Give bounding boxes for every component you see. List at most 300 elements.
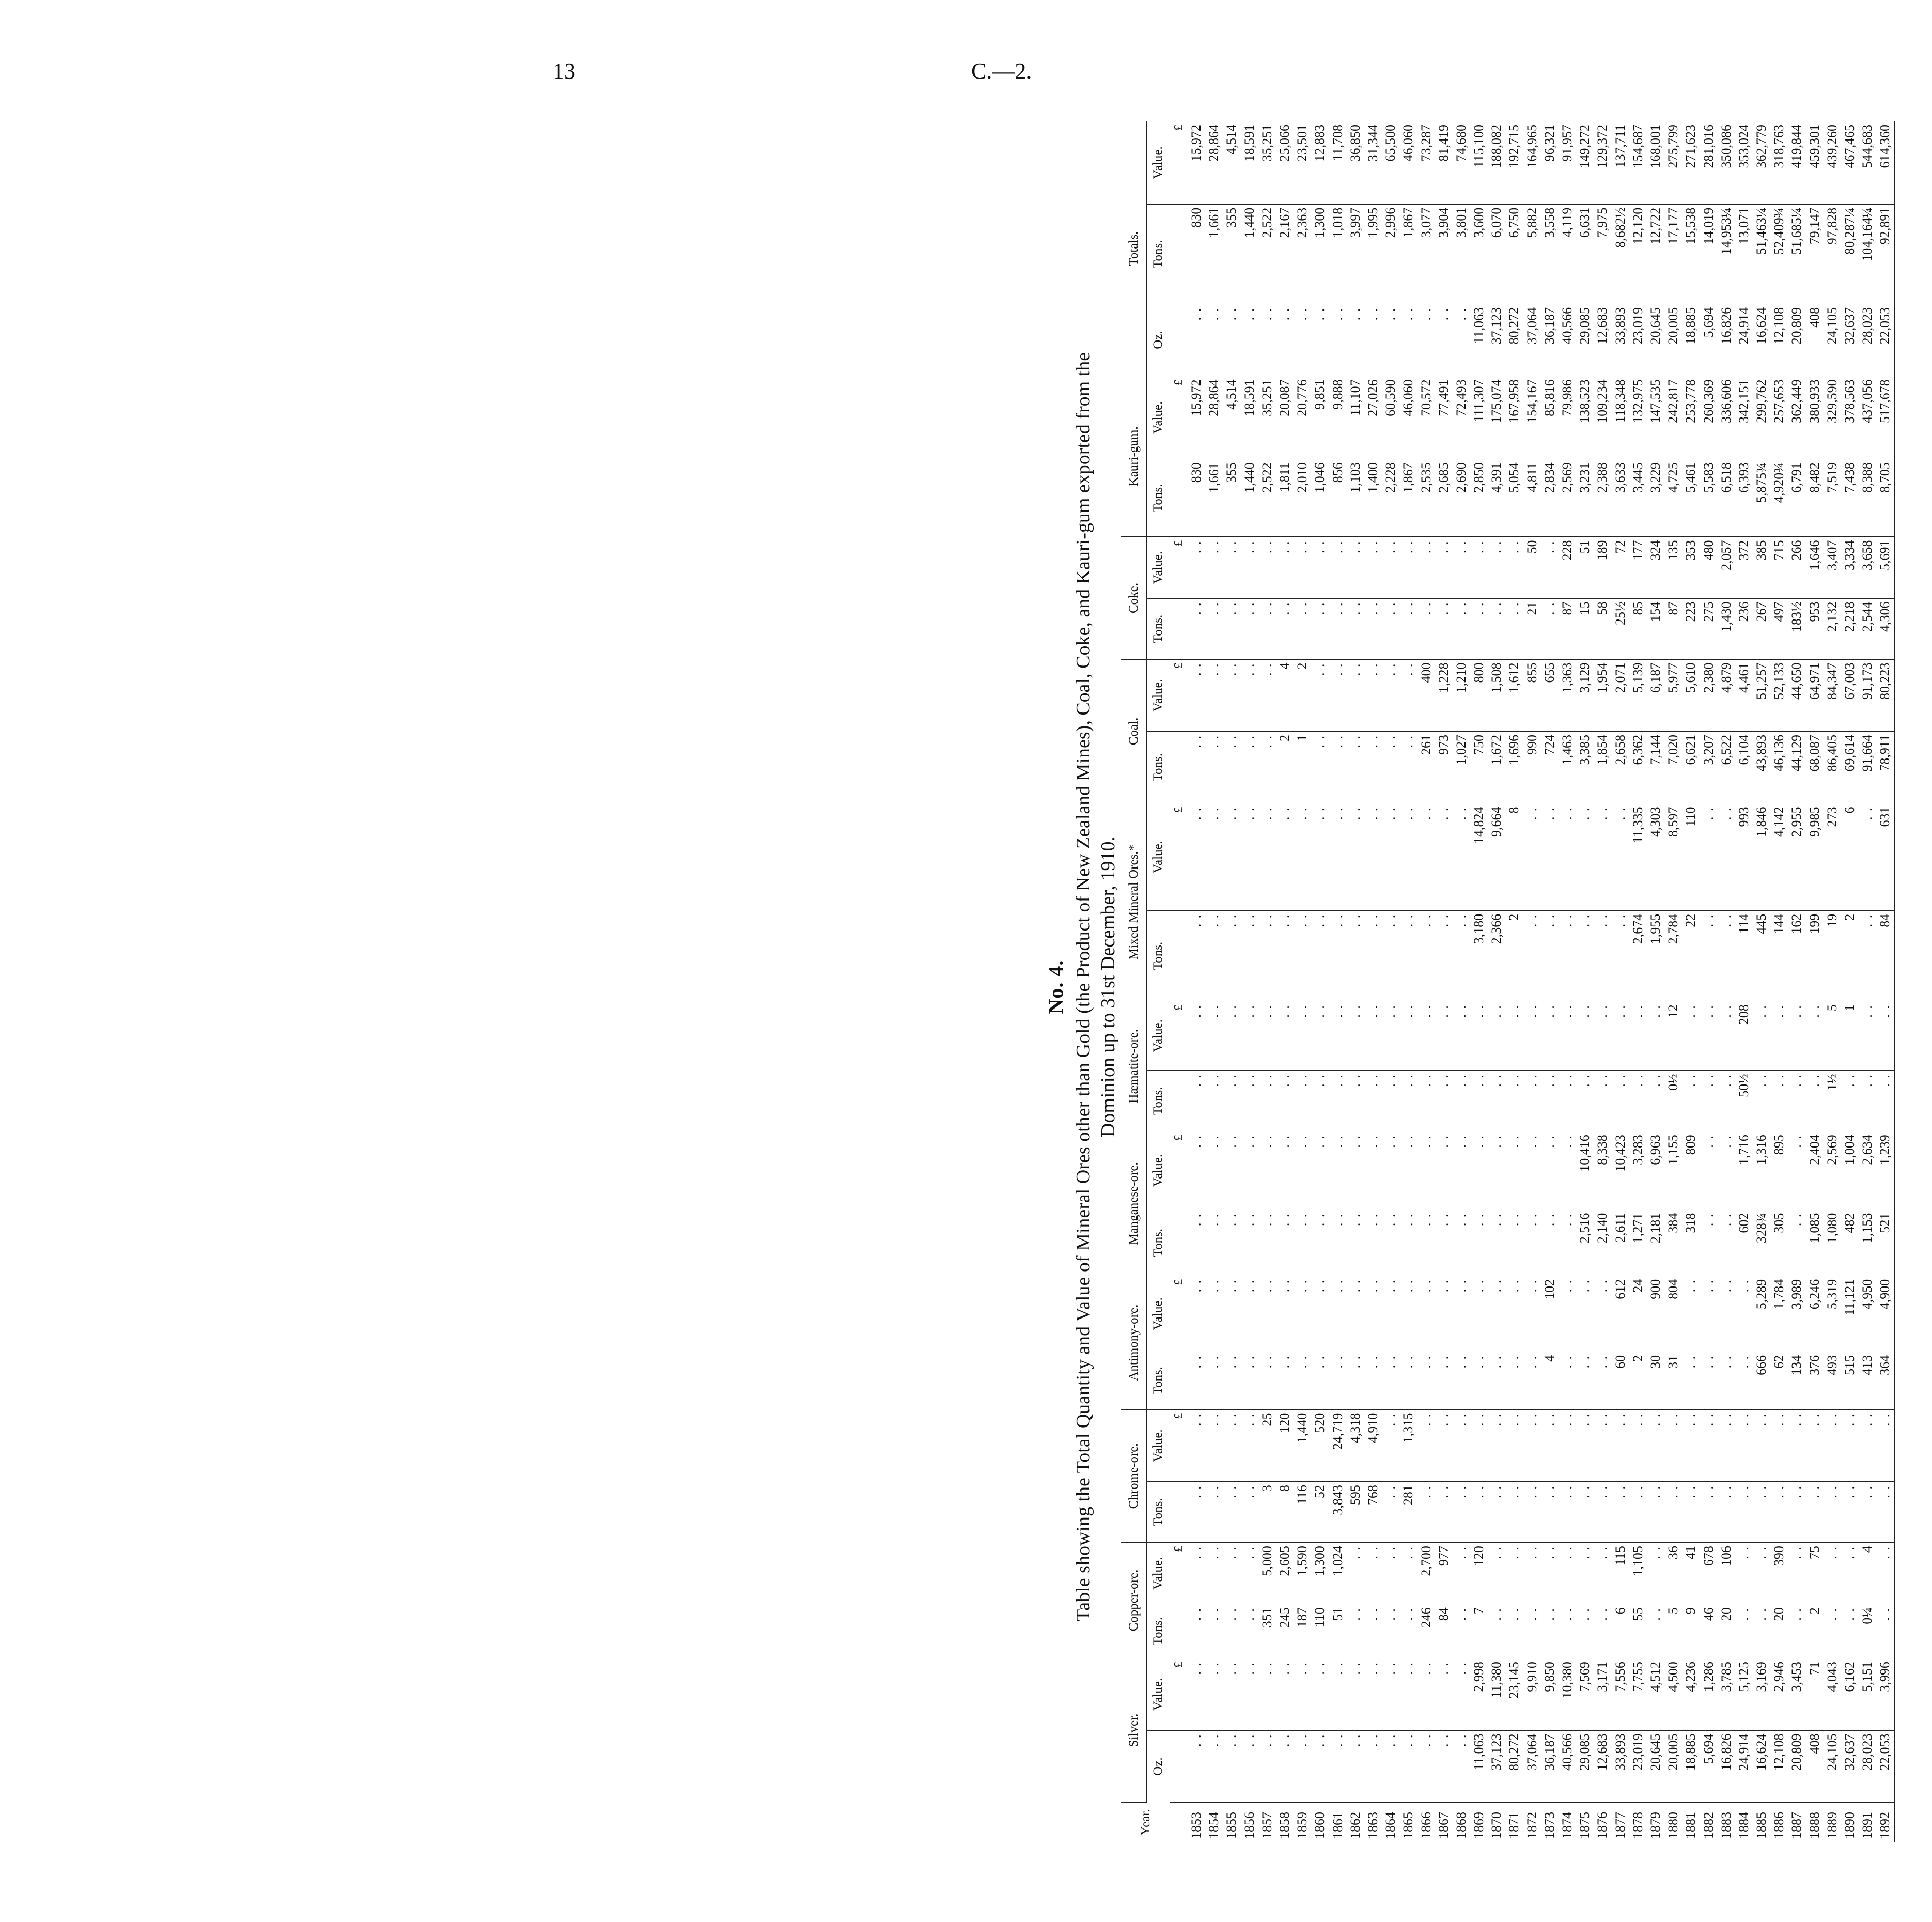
table-cell: 137,711 bbox=[1612, 121, 1629, 204]
table-cell: . . bbox=[1505, 1132, 1523, 1210]
table-cell: . . bbox=[1488, 1276, 1505, 1352]
table-cell: . . bbox=[1205, 1001, 1223, 1071]
table-cell: 51 bbox=[1576, 537, 1594, 598]
table-cell: . . bbox=[1382, 1604, 1399, 1659]
table-cell: 4,879 bbox=[1718, 659, 1735, 731]
table-cell: 1,612 bbox=[1505, 659, 1523, 731]
table-cell: . . bbox=[1435, 1409, 1453, 1481]
table-cell: . . bbox=[1382, 1001, 1399, 1071]
table-cell: 1,004 bbox=[1841, 1132, 1859, 1210]
year-cell: 1892 bbox=[1877, 1812, 1893, 1839]
table-cell: . . bbox=[1435, 803, 1453, 910]
table-cell: 1½ bbox=[1824, 1071, 1841, 1132]
table-cell: 23,019 bbox=[1629, 1730, 1647, 1802]
table-cell: . . bbox=[1594, 1352, 1611, 1409]
table-cell: 809 bbox=[1682, 1132, 1700, 1210]
table-cell: 612 bbox=[1612, 1276, 1629, 1352]
table-cell: . . bbox=[1576, 910, 1594, 1001]
table-cell: 14,019 bbox=[1700, 204, 1717, 304]
unit-cell bbox=[1170, 1071, 1188, 1132]
table-cell: 631 bbox=[1876, 803, 1894, 910]
table-cell: 1,430 bbox=[1718, 598, 1735, 659]
table-cell: . . bbox=[1329, 304, 1347, 376]
table-cell: 11,380 bbox=[1488, 1659, 1505, 1730]
table-cell: 6,518 bbox=[1718, 459, 1735, 537]
table-cell: . . bbox=[1364, 1071, 1382, 1132]
table-cell: 724 bbox=[1541, 732, 1559, 803]
table-cell: . . bbox=[1417, 1001, 1435, 1071]
table-cell: 24,914 bbox=[1735, 304, 1753, 376]
table-cell: . . bbox=[1788, 1409, 1805, 1481]
table-cell: 36,187 bbox=[1541, 1730, 1559, 1802]
table-cell: . . bbox=[1223, 1730, 1240, 1802]
table-cell: . . bbox=[1735, 1409, 1753, 1481]
table-cell: 3,407 bbox=[1824, 537, 1841, 598]
table-cell: 378,563 bbox=[1841, 376, 1859, 459]
table-cell: . . bbox=[1876, 1543, 1894, 1604]
table-cell: 1,239 bbox=[1876, 1132, 1894, 1210]
table-cell: 154,687 bbox=[1629, 121, 1647, 204]
table-cell: 3,385 bbox=[1576, 732, 1594, 803]
table-cell: . . bbox=[1241, 537, 1258, 598]
table-cell: 655 bbox=[1541, 659, 1559, 731]
table-cell: . . bbox=[1294, 1352, 1311, 1409]
table-cell: 0½ bbox=[1664, 1071, 1682, 1132]
group-header: Copper-ore. bbox=[1121, 1543, 1147, 1659]
table-cell: 18,885 bbox=[1682, 304, 1700, 376]
year-cell: 1886 bbox=[1771, 1812, 1787, 1839]
year-cell: 1860 bbox=[1312, 1812, 1328, 1839]
table-cell: 36,187 bbox=[1541, 304, 1559, 376]
table-cell: 20,645 bbox=[1647, 304, 1664, 376]
table-cell: . . bbox=[1824, 1604, 1841, 1659]
year-cell: 1865 bbox=[1400, 1812, 1416, 1839]
table-cell: 24,105 bbox=[1824, 304, 1841, 376]
table-cell: . . bbox=[1700, 910, 1717, 1001]
table-cell: . . bbox=[1859, 1409, 1876, 1481]
table-cell: . . bbox=[1788, 1210, 1805, 1276]
table-row bbox=[1541, 121, 1559, 1842]
table-cell: 1,867 bbox=[1399, 459, 1417, 537]
table-cell: 4 bbox=[1276, 659, 1294, 731]
table-cell: . . bbox=[1594, 1071, 1611, 1132]
table-cell: . . bbox=[1594, 1409, 1611, 1481]
table-cell: 602 bbox=[1735, 1210, 1753, 1276]
year-cell: 1875 bbox=[1577, 1812, 1593, 1839]
table-cell: 990 bbox=[1523, 732, 1541, 803]
table-cell: 5 bbox=[1664, 1604, 1682, 1659]
table-row bbox=[1647, 121, 1664, 1842]
table-cell: 4,920¾ bbox=[1770, 459, 1788, 537]
table-cell: . . bbox=[1258, 1071, 1276, 1132]
table-cell: 6,631 bbox=[1576, 204, 1594, 304]
table-cell: . . bbox=[1223, 1543, 1240, 1604]
table-cell: . . bbox=[1559, 910, 1576, 1001]
table-cell: . . bbox=[1241, 1132, 1258, 1210]
table-cell: . . bbox=[1523, 1482, 1541, 1543]
table-cell: . . bbox=[1223, 910, 1240, 1001]
table-cell: 11,335 bbox=[1629, 803, 1647, 910]
table-cell: . . bbox=[1258, 1659, 1276, 1730]
table-cell: 12,883 bbox=[1311, 121, 1329, 204]
table-cell: . . bbox=[1241, 1071, 1258, 1132]
table-cell: 993 bbox=[1735, 803, 1753, 910]
table-cell: . . bbox=[1700, 1352, 1717, 1409]
table-cell: . . bbox=[1382, 732, 1399, 803]
group-header: Silver. bbox=[1121, 1659, 1147, 1803]
table-cell: 2,522 bbox=[1258, 204, 1276, 304]
table-cell: 120 bbox=[1470, 1543, 1488, 1604]
table-cell: 3,633 bbox=[1612, 459, 1629, 537]
table-cell: . . bbox=[1612, 910, 1629, 1001]
table-row bbox=[1311, 121, 1329, 1842]
table-cell: 5,875¾ bbox=[1753, 459, 1770, 537]
table-cell: 10,423 bbox=[1612, 1132, 1629, 1210]
table-cell: . . bbox=[1682, 1482, 1700, 1543]
table-cell: . . bbox=[1753, 1001, 1770, 1071]
table-cell: . . bbox=[1559, 1071, 1576, 1132]
unit-cell bbox=[1170, 459, 1188, 537]
table-cell: 6,621 bbox=[1682, 732, 1700, 803]
table-cell: 85 bbox=[1629, 598, 1647, 659]
table-cell: . . bbox=[1329, 1659, 1347, 1730]
table-cell: 52 bbox=[1311, 1482, 1329, 1543]
table-cell: . . bbox=[1453, 1276, 1470, 1352]
table-cell: 84,347 bbox=[1824, 659, 1841, 731]
table-cell: 32,637 bbox=[1841, 1730, 1859, 1802]
table-cell: 187 bbox=[1294, 1604, 1311, 1659]
table-cell: . . bbox=[1364, 803, 1382, 910]
table-cell: . . bbox=[1347, 1604, 1364, 1659]
table-cell: . . bbox=[1594, 1604, 1611, 1659]
table-cell: . . bbox=[1559, 1276, 1576, 1352]
table-cell: 275,799 bbox=[1664, 121, 1682, 204]
group-header: Chrome-ore. bbox=[1121, 1409, 1147, 1542]
table-cell: 32,637 bbox=[1841, 304, 1859, 376]
table-cell: 11,107 bbox=[1347, 376, 1364, 459]
table-cell: . . bbox=[1276, 598, 1294, 659]
table-cell: . . bbox=[1806, 1409, 1824, 1481]
table-cell: 9,910 bbox=[1523, 1659, 1541, 1730]
table-cell: . . bbox=[1470, 1001, 1488, 1071]
table-cell: 459,301 bbox=[1806, 121, 1824, 204]
table-cell: 467,465 bbox=[1841, 121, 1859, 204]
table-cell: . . bbox=[1382, 1352, 1399, 1409]
table-cell: 1,271 bbox=[1629, 1210, 1647, 1276]
table-cell: 353,024 bbox=[1735, 121, 1753, 204]
table-cell: 376 bbox=[1806, 1352, 1824, 1409]
table-cell: 14,953¼ bbox=[1718, 204, 1735, 304]
table-cell: . . bbox=[1311, 304, 1329, 376]
table-cell: . . bbox=[1859, 803, 1876, 910]
table-cell: 58 bbox=[1594, 598, 1611, 659]
table-cell: . . bbox=[1258, 304, 1276, 376]
table-cell: . . bbox=[1700, 1482, 1717, 1543]
table-cell: . . bbox=[1258, 1132, 1276, 1210]
table-cell: . . bbox=[1223, 1071, 1240, 1132]
table-cell: 138,523 bbox=[1576, 376, 1594, 459]
page-number: 13 bbox=[553, 58, 575, 84]
table-cell: . . bbox=[1629, 1409, 1647, 1481]
table-cell: 114 bbox=[1735, 910, 1753, 1001]
table-cell: 257,653 bbox=[1770, 376, 1788, 459]
table-cell: 1,508 bbox=[1488, 659, 1505, 731]
table-cell: 2,784 bbox=[1664, 910, 1682, 1001]
table-cell: 2,544 bbox=[1859, 598, 1876, 659]
year-cell: 1868 bbox=[1453, 1812, 1469, 1839]
table-cell: 3,445 bbox=[1629, 459, 1647, 537]
table-cell: . . bbox=[1223, 659, 1240, 731]
table-cell: 318 bbox=[1682, 1210, 1700, 1276]
table-number: No. 4. bbox=[1044, 959, 1067, 1014]
table-cell: 15,538 bbox=[1682, 204, 1700, 304]
table-cell: . . bbox=[1276, 1132, 1294, 1210]
table-cell: 175,074 bbox=[1488, 376, 1505, 459]
unit-cell: £ bbox=[1170, 376, 1188, 459]
table-cell: 8,338 bbox=[1594, 1132, 1611, 1210]
table-cell: 183½ bbox=[1788, 598, 1805, 659]
table-cell: . . bbox=[1347, 304, 1364, 376]
table-cell: . . bbox=[1453, 1659, 1470, 1730]
table-cell: 3,129 bbox=[1576, 659, 1594, 731]
table-cell: 65,500 bbox=[1382, 121, 1399, 204]
year-cell: 1874 bbox=[1560, 1812, 1575, 1839]
table-cell: . . bbox=[1435, 1276, 1453, 1352]
year-cell: 1885 bbox=[1754, 1812, 1769, 1839]
unit-cell: £ bbox=[1170, 803, 1188, 910]
table-cell: 8 bbox=[1505, 803, 1523, 910]
table-cell: 85,816 bbox=[1541, 376, 1559, 459]
table-cell: 482 bbox=[1841, 1210, 1859, 1276]
table-cell: 3,801 bbox=[1453, 204, 1470, 304]
table-cell: . . bbox=[1188, 803, 1205, 910]
table-cell: . . bbox=[1541, 1409, 1559, 1481]
table-cell: 120 bbox=[1276, 1409, 1294, 1481]
table-cell: 50½ bbox=[1735, 1071, 1753, 1132]
column-header: Oz. bbox=[1147, 1730, 1170, 1802]
table-cell: 1,315 bbox=[1399, 1409, 1417, 1481]
table-cell: . . bbox=[1488, 1352, 1505, 1409]
table-cell: 281,016 bbox=[1700, 121, 1717, 204]
table-cell: . . bbox=[1541, 1604, 1559, 1659]
table-cell: . . bbox=[1505, 598, 1523, 659]
table-cell: 20,005 bbox=[1664, 304, 1682, 376]
table-body bbox=[1170, 121, 1895, 1842]
table-cell: . . bbox=[1382, 1482, 1399, 1543]
group-header: Coke. bbox=[1121, 537, 1147, 659]
table-cell: 768 bbox=[1364, 1482, 1382, 1543]
table-cell: 3,558 bbox=[1541, 204, 1559, 304]
year-cell: 1864 bbox=[1383, 1812, 1398, 1839]
table-cell: 35,251 bbox=[1258, 121, 1276, 204]
table-cell: . . bbox=[1824, 1543, 1841, 1604]
table-cell: . . bbox=[1417, 304, 1435, 376]
table-cell: . . bbox=[1347, 1659, 1364, 1730]
table-cell: . . bbox=[1417, 1409, 1435, 1481]
table-cell: 1,046 bbox=[1311, 459, 1329, 537]
table-cell: 11,121 bbox=[1841, 1276, 1859, 1352]
table-cell: 4,318 bbox=[1347, 1409, 1364, 1481]
table-cell: 37,123 bbox=[1488, 304, 1505, 376]
table-cell: . . bbox=[1470, 1071, 1488, 1132]
table-cell: . . bbox=[1188, 1409, 1205, 1481]
table-cell: . . bbox=[1523, 1543, 1541, 1604]
table-cell: 2,132 bbox=[1824, 598, 1841, 659]
table-cell: . . bbox=[1329, 1001, 1347, 1071]
table-row bbox=[1205, 121, 1223, 1842]
table-cell: . . bbox=[1841, 1543, 1859, 1604]
table-cell: . . bbox=[1347, 1543, 1364, 1604]
table-cell: 43,893 bbox=[1753, 732, 1770, 803]
table-cell: . . bbox=[1576, 1001, 1594, 1071]
table-cell: 1,440 bbox=[1241, 459, 1258, 537]
table-cell: . . bbox=[1329, 1071, 1347, 1132]
table-cell: . . bbox=[1523, 1409, 1541, 1481]
table-cell: . . bbox=[1664, 1482, 1682, 1543]
table-cell: 15 bbox=[1576, 598, 1594, 659]
table-cell: 79,986 bbox=[1559, 376, 1576, 459]
table-cell: . . bbox=[1241, 1352, 1258, 1409]
table-cell: . . bbox=[1347, 1001, 1364, 1071]
table-cell: . . bbox=[1417, 1276, 1435, 1352]
table-cell: . . bbox=[1223, 1482, 1240, 1543]
table-cell: 5,125 bbox=[1735, 1659, 1753, 1730]
table-cell: . . bbox=[1612, 1482, 1629, 1543]
column-header: Tons. bbox=[1147, 204, 1170, 304]
table-cell: . . bbox=[1294, 1071, 1311, 1132]
table-cell: . . bbox=[1559, 1482, 1576, 1543]
table-cell: 16,826 bbox=[1718, 1730, 1735, 1802]
table-cell: . . bbox=[1311, 659, 1329, 731]
table-cell: 2 bbox=[1629, 1352, 1647, 1409]
table-cell: 4,142 bbox=[1770, 803, 1788, 910]
group-header: Antimony-ore. bbox=[1121, 1276, 1147, 1409]
year-cell: 1866 bbox=[1418, 1812, 1434, 1839]
column-header: Tons. bbox=[1147, 910, 1170, 1001]
table-cell: 1,854 bbox=[1594, 732, 1611, 803]
table-cell: . . bbox=[1188, 1543, 1205, 1604]
table-cell: . . bbox=[1824, 1482, 1841, 1543]
table-cell: 350,086 bbox=[1718, 121, 1735, 204]
table-cell: . . bbox=[1453, 1210, 1470, 1276]
table-cell: 164,965 bbox=[1523, 121, 1541, 204]
table-cell: . . bbox=[1435, 1132, 1453, 1210]
table-cell: . . bbox=[1241, 598, 1258, 659]
table-cell: 2,140 bbox=[1594, 1210, 1611, 1276]
table-cell: 521 bbox=[1876, 1210, 1894, 1276]
table-cell: . . bbox=[1399, 1352, 1417, 1409]
year-cell: 1858 bbox=[1277, 1812, 1292, 1839]
table-cell: . . bbox=[1399, 732, 1417, 803]
table-cell: . . bbox=[1505, 1210, 1523, 1276]
table-cell: . . bbox=[1294, 1132, 1311, 1210]
table-cell: 223 bbox=[1682, 598, 1700, 659]
table-cell: . . bbox=[1541, 598, 1559, 659]
table-cell: . . bbox=[1364, 537, 1382, 598]
table-cell: . . bbox=[1505, 1482, 1523, 1543]
table-cell: . . bbox=[1417, 598, 1435, 659]
table-cell: 7,020 bbox=[1664, 732, 1682, 803]
table-cell: 6,162 bbox=[1841, 1659, 1859, 1730]
table-cell: 0¼ bbox=[1859, 1604, 1876, 1659]
table-cell: . . bbox=[1364, 1730, 1382, 1802]
table-cell: . . bbox=[1241, 304, 1258, 376]
unit-cell bbox=[1170, 1730, 1188, 1802]
table-cell: 7 bbox=[1470, 1604, 1488, 1659]
table-cell: . . bbox=[1647, 1071, 1664, 1132]
table-cell: 86,405 bbox=[1824, 732, 1841, 803]
table-cell: 4,514 bbox=[1223, 376, 1240, 459]
table-cell: 385 bbox=[1753, 537, 1770, 598]
table-row bbox=[1523, 121, 1541, 1842]
table-cell: . . bbox=[1329, 659, 1347, 731]
table-cell: . . bbox=[1294, 910, 1311, 1001]
table-cell: . . bbox=[1205, 1352, 1223, 1409]
table-cell: . . bbox=[1276, 1071, 1294, 1132]
table-cell: . . bbox=[1559, 1409, 1576, 1481]
table-cell: 595 bbox=[1347, 1482, 1364, 1543]
table-cell: 2,167 bbox=[1276, 204, 1294, 304]
table-cell: 144 bbox=[1770, 910, 1788, 1001]
table-cell: 266 bbox=[1788, 537, 1805, 598]
table-row bbox=[1735, 121, 1753, 1842]
table-cell: 20,809 bbox=[1788, 1730, 1805, 1802]
table-cell: 51,685¼ bbox=[1788, 204, 1805, 304]
table-row bbox=[1876, 121, 1894, 1842]
table-cell: 72,493 bbox=[1453, 376, 1470, 459]
table-cell: 188,082 bbox=[1488, 121, 1505, 204]
table-cell: . . bbox=[1505, 1276, 1523, 1352]
table-cell: 27,026 bbox=[1364, 376, 1382, 459]
table-cell: 7,438 bbox=[1841, 459, 1859, 537]
table-row bbox=[1364, 121, 1382, 1842]
table-row bbox=[1488, 121, 1505, 1842]
table-cell: . . bbox=[1329, 1276, 1347, 1352]
table-cell: 4,236 bbox=[1682, 1659, 1700, 1730]
table-cell: 44,650 bbox=[1788, 659, 1805, 731]
table-cell: . . bbox=[1364, 1659, 1382, 1730]
table-cell: . . bbox=[1205, 537, 1223, 598]
table-cell: 2,634 bbox=[1859, 1132, 1876, 1210]
table-cell: . . bbox=[1682, 1071, 1700, 1132]
column-header: Value. bbox=[1147, 376, 1170, 459]
table-cell: 1,103 bbox=[1347, 459, 1364, 537]
table-cell: 2,181 bbox=[1647, 1210, 1664, 1276]
table-cell: . . bbox=[1488, 1409, 1505, 1481]
table-cell: 1,210 bbox=[1453, 659, 1470, 731]
unit-cell: £ bbox=[1170, 1132, 1188, 1210]
group-header: Totals. bbox=[1121, 121, 1147, 376]
table-cell: 1,228 bbox=[1435, 659, 1453, 731]
table-cell: . . bbox=[1382, 1276, 1399, 1352]
table-cell: . . bbox=[1347, 1132, 1364, 1210]
table-row bbox=[1329, 121, 1347, 1842]
table-cell: 3,207 bbox=[1700, 732, 1717, 803]
table-cell: 4,725 bbox=[1664, 459, 1682, 537]
table-cell: 977 bbox=[1435, 1543, 1453, 1604]
table-cell: . . bbox=[1205, 1730, 1223, 1802]
table-cell: . . bbox=[1276, 1730, 1294, 1802]
table-cell: 275 bbox=[1700, 598, 1717, 659]
group-header-row bbox=[1121, 121, 1147, 1842]
table-cell: 84 bbox=[1435, 1604, 1453, 1659]
table-cell: 804 bbox=[1664, 1276, 1682, 1352]
table-cell: 4,119 bbox=[1559, 204, 1576, 304]
table-cell: . . bbox=[1417, 1352, 1435, 1409]
table-cell: 336,606 bbox=[1718, 376, 1735, 459]
unit-cell bbox=[1170, 1210, 1188, 1276]
table-cell: . . bbox=[1347, 537, 1364, 598]
